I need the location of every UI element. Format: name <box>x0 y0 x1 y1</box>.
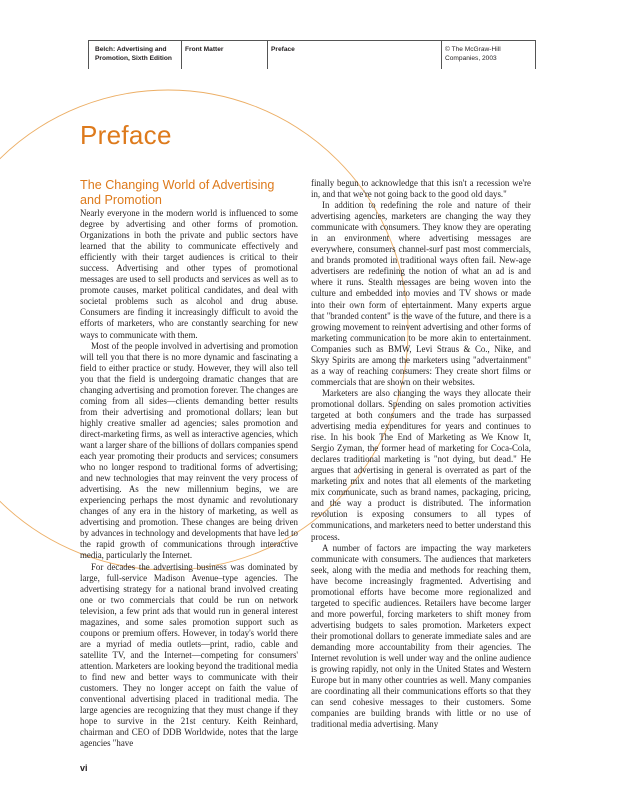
paragraph: Most of the people involved in advertising and promotion will tell you that there is no more dynamic and fascinating a field to either practice or study. However, they will also tell you that the field is undergoing dramatic changes that are changing advertising and promotion forever. The changes are coming from all sides—clients demanding better results from their advertising and promotional dollars; lean but highly creative smaller ad agencies; sales promotion and direct-marketing firms, as well as interactive agencies, which want a larger share of the billions of dollars companies spend each year promoting their products and services; consumers who no longer respond to traditional forms of advertising; and new technologies that may reinvent the very process of advertising. As the new millennium begins, we are experiencing perhaps the most dynamic and revolutionary changes of any era in the history of marketing, as well as advertising and promotion. These changes are being driven by advances in technology and developments that have led to the rapid growth of communications through interactive media, particularly the Internet. <box>80 340 298 561</box>
header-divider <box>267 41 268 69</box>
header-divider <box>181 41 182 69</box>
running-header <box>88 40 536 69</box>
header-divider <box>441 41 442 69</box>
paragraph: finally begun to acknowledge that this isn't a recession we're in, and that we're not going back to the good old days." <box>311 178 531 200</box>
page-number: vi <box>80 763 88 773</box>
paragraph: A number of factors are impacting the way marketers communicate with consumers. The audiences that marketers seek, along with the media and methods for reaching them, have become increasingly fragmented. Advertising and promotional efforts have become more regionalized and targeted to specific audiences. Retailers have become larger and more powerful, forcing marketers to shift money from advertising budgets to sales promotion. Marketers expect their promotional dollars to generate immediate sales and are demanding more accountability from their agencies. The Internet revolution is well under way and the online audience is growing rapidly, not only in the United States and Western Europe but in many other countries as well. Many companies are coordinating all their communications efforts so that they can send cohesive messages to their customers. Some companies are building brands with little or no use of traditional media advertising. Many <box>311 542 531 730</box>
paragraph: In addition to redefining the role and nature of their advertising agencies, marketers are changing the way they communicate with consumers. They know they are operating in an environment where advertising messages are everywhere, consumers channel-surf past most commercials, and brands promoted in traditional ways often fail. New-age advertisers are redefining the notion of what an ad is and where it runs. Stealth messages are being woven into the culture and embedded into movies and TV shows or made into their own form of entertainment. Many experts argue that "branded content" is the wave of the future, and there is a growing movement to reinvent advertising and other forms of marketing communication to be more akin to entertainment. Companies such as BMW, Levi Straus & Co., Nike, and Skyy Spirits are among the marketers using "advertainment" as a way of reaching consumers: They create short films or commercials that are shown on their websites. <box>311 200 531 387</box>
header-copyright: © The McGraw-Hill Companies, 2003 <box>445 46 501 62</box>
paragraph: Marketers are also changing the ways they allocate their promotional dollars. Spending on sales promotion activities targeted at both consumers and the trade has surpassed advertising media expenditures for years and continues to rise. In his book The End of Marketing as We Know It, Sergio Zyman, the former head of marketing for Coca-Cola, declares traditional marketing is "not dying, but dead." He argues that advertising in general is overrated as part of the marketing mix and notes that all elements of the marketing mix communicate, such as brand names, packaging, pricing, and the way a product is distributed. The information revolution is exposing consumers to all types of communications, and marketers need to better understand this process. <box>311 387 531 542</box>
header-section: Front Matter <box>185 46 224 53</box>
header-chapter: Preface <box>271 46 295 53</box>
left-column <box>80 178 298 749</box>
paragraph: Nearly everyone in the modern world is influenced to some degree by advertising and other forms of promotion. Organizations in both the private and public sectors have learned that the ability to communicate effectively and efficiently with their target audiences is critical to their success. Advertising and other types of promotional messages are used to sell products and services as well as to promote causes, market political candidates, and deal with societal problems such as alcohol and drug abuse. Consumers are finding it increasingly difficult to avoid the efforts of marketers, who are constantly searching for new ways to communicate with them. <box>80 208 298 340</box>
section-subhead: The Changing World of Advertising and Promotion <box>80 178 275 207</box>
paragraph: For decades the advertising business was dominated by large, full-service Madison Avenue–type agencies. The advertising strategy for a national brand involved creating one or two commercials that could be run on network television, a few print ads that would run in general interest magazines, and some sales promotion support such as coupons or premium offers. However, in today's world there are a myriad of media outlets—print, radio, cable and satellite TV, and the Internet—competing for consumers' attention. Marketers are looking beyond the traditional media to find new and better ways to communicate with their customers. They no longer accept on faith the value of conventional advertising placed in traditional media. The large agencies are recognizing that they must change if they hope to survive in the 21st century. Keith Reinhard, chairman and CEO of DDB Worldwide, notes that the large agencies "have <box>80 561 298 749</box>
page-title: Preface <box>80 120 172 150</box>
header-book-title: Belch: Advertising and Promotion, Sixth Edition <box>95 46 172 62</box>
right-column <box>311 178 531 730</box>
